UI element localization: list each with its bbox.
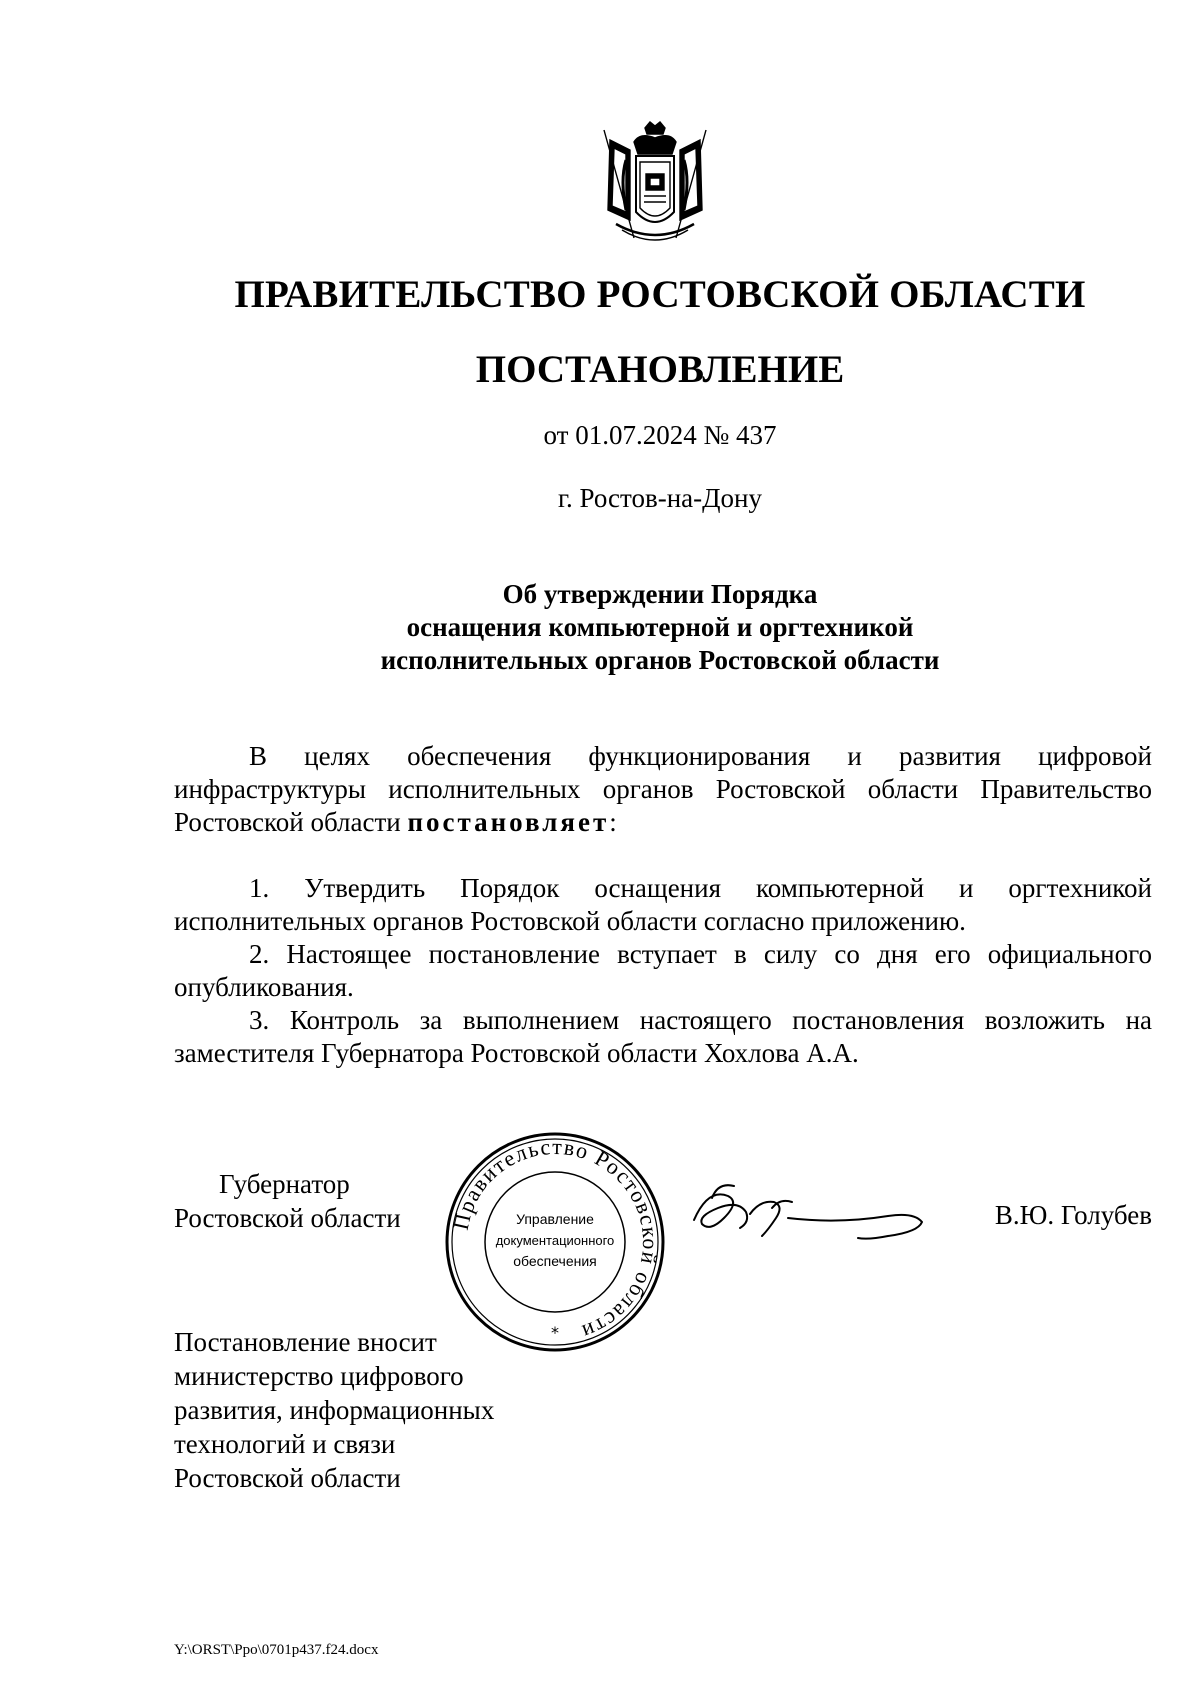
subject-line: оснащения компьютерной и оргтехникой <box>406 612 914 642</box>
introduced-by <box>174 1325 494 1495</box>
document-place: г. Ростов-на-Дону <box>557 483 762 513</box>
introduced-by-line: Ростовской области <box>174 1463 401 1493</box>
handwritten-signature <box>688 1178 938 1248</box>
introduced-by-line: развития, информационных <box>174 1395 495 1425</box>
introduced-by-line: Постановление вносит <box>174 1327 437 1357</box>
document-date-number: от 01.07.2024 № 437 <box>543 420 777 450</box>
document-subject <box>0 578 1200 677</box>
preamble <box>174 740 1152 839</box>
subject-line: исполнительных органов Ростовской области <box>380 645 940 675</box>
signer-position-line: Ростовской области <box>174 1203 401 1233</box>
stamp-inner-line: обеспечения <box>513 1253 597 1269</box>
preamble-text: В целях обеспечения функционирования и развития цифровой инфраструктуры исполнительных органов Ростовской области Правительство Ростовской области <box>174 741 1152 837</box>
official-stamp <box>443 1130 667 1354</box>
introduced-by-line: министерство цифрового <box>174 1361 464 1391</box>
signer-position-line: Губернатор <box>219 1169 350 1199</box>
signer-name: В.Ю. Голубев <box>994 1200 1152 1230</box>
stamp-inner-line: Управление <box>516 1211 594 1227</box>
resolution-item: 2. Настоящее постановление вступает в силу со дня его официального опубликования. <box>174 939 1152 1002</box>
stamp-inner-line: документационного <box>495 1233 615 1248</box>
subject-line: Об утверждении Порядка <box>502 579 818 609</box>
resolution-item: 1. Утвердить Порядок оснащения компьютерной и оргтехникой исполнительных органов Ростовской области согласно приложению. <box>174 873 1152 936</box>
coat-of-arms-icon <box>600 120 710 250</box>
resolution-item: 3. Контроль за выполнением настоящего постановления возложить на заместителя Губернатора Ростовской области Хохлова А.А. <box>174 1005 1152 1068</box>
resolution-items <box>174 872 1152 1070</box>
stamp-star: * <box>551 1323 559 1342</box>
document-type: ПОСТАНОВЛЕНИЕ <box>475 348 845 391</box>
organization-title: ПРАВИТЕЛЬСТВО РОСТОВСКОЙ ОБЛАСТИ <box>234 273 1086 316</box>
preamble-colon: : <box>609 807 617 837</box>
introduced-by-line: технологий и связи <box>174 1429 396 1459</box>
stamp-outer-text: Правительство Ростовской области <box>447 1133 664 1346</box>
footer-file-path: Y:\ORST\Ppo\0701p437.f24.docx <box>174 1642 379 1658</box>
resolves-word: постановляет <box>407 807 610 837</box>
signer-position <box>174 1167 401 1235</box>
preamble-paragraph <box>174 740 1152 839</box>
